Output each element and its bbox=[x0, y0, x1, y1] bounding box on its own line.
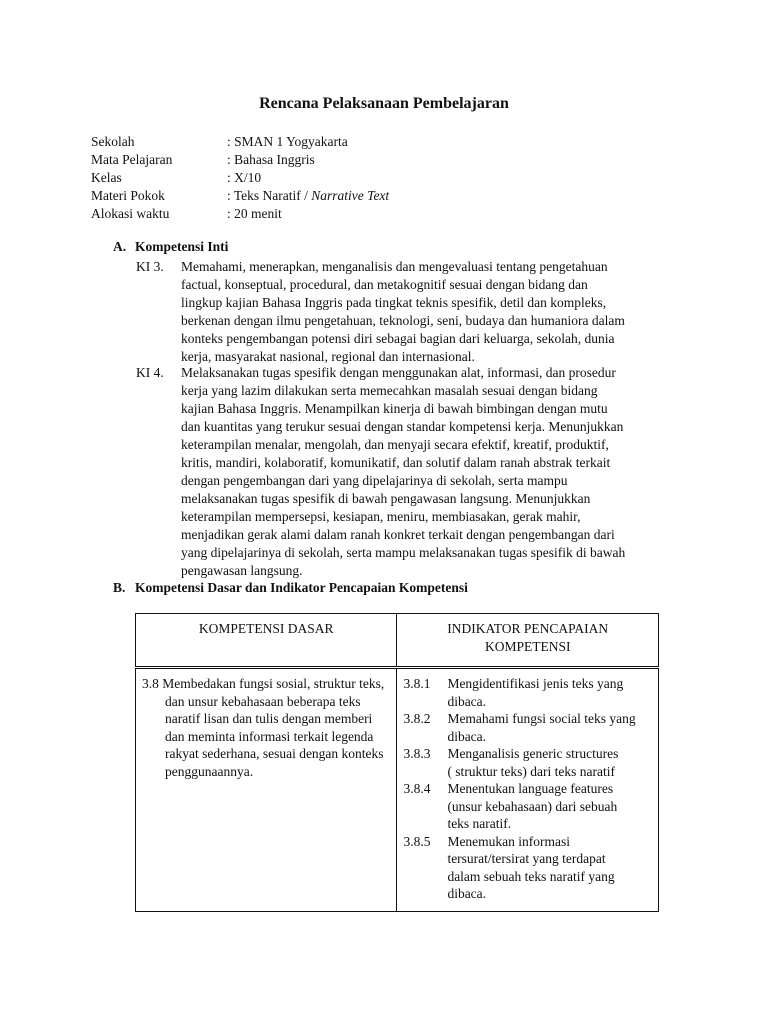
indicator-text: Menentukan language features (unsur kebahasaan) dari sebuah teks naratif. bbox=[447, 781, 618, 831]
indicator-text: Memahami fungsi social teks yang dibaca. bbox=[447, 711, 636, 744]
competency-table bbox=[135, 613, 659, 912]
section-b-heading bbox=[113, 579, 468, 597]
identity-row-class bbox=[91, 169, 389, 187]
ki-text: Melaksanakan tugas spesifik dengan menggunakan alat, informasi, dan prosedur kerja yang lazim dilakukan serta memecahkan masalah sesuai dengan bidang kajian Bahasa Inggris. Menampilkan kinerja di bawah bimbingan dengan mutu dan kuantitas yang terukur sesuai dengan standar kompetensi kerja. Menunjukkan keterampilan menalar, mengolah, dan menyaji secara efektif, kreatif, produktif, kritis, mandiri, kolaboratif, komunikatif, dan solutif dalam ranah abstrak terkait dengan pengembangan dari yang dipelajarinya di sekolah, serta mampu melaksanakan tugas spesifik di bawah pengawasan langsung. Menunjukkan keterampilan mempersepsi, kesiapan, meniru, membiasakan, gerak mahir, menjadikan gerak alami dalam ranah konkret terkait dengan pengembangan dari yang dipelajarinya di sekolah, serta mampu melaksanakan tugas spesifik di bawah pengawasan langsung. bbox=[181, 365, 626, 578]
identity-label: Kelas bbox=[91, 170, 122, 185]
ki-number: KI 3. bbox=[136, 259, 164, 274]
identity-row-material bbox=[91, 187, 389, 205]
section-title: Kompetensi Dasar dan Indikator Pencapaian Kompetensi bbox=[135, 580, 468, 595]
identity-block bbox=[91, 133, 389, 223]
indicator-number: 3.8.2 bbox=[403, 711, 431, 726]
table-row bbox=[136, 668, 659, 912]
identity-label: Mata Pelajaran bbox=[91, 152, 173, 167]
indicator-number: 3.8.5 bbox=[403, 833, 431, 849]
header-kd-text: KOMPETENSI DASAR bbox=[198, 621, 334, 636]
indicator-text: Mengidentifikasi jenis teks yang dibaca. bbox=[447, 676, 624, 709]
identity-value bbox=[227, 187, 389, 205]
indicator-text: Menganalisis generic structures ( struktur teks) dari teks naratif bbox=[447, 746, 619, 779]
identity-value-plain: : Teks Naratif / bbox=[227, 188, 312, 203]
ki-number: KI 4. bbox=[136, 365, 164, 380]
indicator-item bbox=[403, 745, 652, 780]
indicator-number: 3.8.4 bbox=[403, 781, 431, 796]
indicator-item bbox=[403, 675, 652, 710]
indicator-cell bbox=[397, 668, 659, 912]
section-letter: B. bbox=[113, 580, 126, 595]
identity-row-school bbox=[91, 133, 389, 151]
indicator-list bbox=[403, 675, 652, 903]
header-indikator bbox=[397, 614, 659, 668]
section-title: Kompetensi Inti bbox=[135, 239, 229, 254]
identity-label: Alokasi waktu bbox=[91, 206, 170, 221]
identity-row-subject bbox=[91, 151, 389, 169]
kd-text: 3.8 Membedakan fungsi sosial, struktur teks, dan unsur kebahasaan beberapa teks naratif lisan dan tulis dengan memberi dan meminta informasi terkait legenda rakyat sederhana, sesuai dengan konteks penggunaannya. bbox=[142, 676, 385, 779]
identity-label: Materi Pokok bbox=[91, 188, 165, 203]
identity-value-italic: Narrative Text bbox=[311, 188, 390, 203]
document-title: Rencana Pelaksanaan Pembelajaran bbox=[259, 95, 509, 112]
ki-item-4 bbox=[136, 364, 656, 580]
indicator-text: Menemukan informasi tersurat/tersirat yang terdapat dalam sebuah teks naratif yang dibaca. bbox=[447, 833, 615, 901]
ki-item-3 bbox=[136, 258, 656, 366]
identity-value: : SMAN 1 Yogyakarta bbox=[227, 134, 348, 149]
header-ipk-line1: INDIKATOR PENCAPAIAN bbox=[447, 621, 609, 636]
identity-value: : X/10 bbox=[227, 170, 262, 185]
identity-value: : 20 menit bbox=[227, 206, 282, 221]
indicator-number: 3.8.3 bbox=[403, 746, 431, 761]
indicator-item bbox=[403, 780, 652, 833]
identity-value: : Bahasa Inggris bbox=[227, 152, 315, 167]
section-letter: A. bbox=[113, 239, 127, 254]
indicator-item bbox=[403, 710, 652, 745]
identity-row-time bbox=[91, 205, 389, 223]
kd-cell bbox=[136, 668, 397, 912]
indicator-item bbox=[403, 833, 652, 903]
section-a-heading bbox=[113, 238, 228, 256]
indicator-number: 3.8.1 bbox=[403, 676, 431, 691]
ki-text: Memahami, menerapkan, menganalisis dan mengevaluasi tentang pengetahuan factual, konseptual, procedural, dan metakognitif sesuai dengan bidang dan lingkup kajian Bahasa Inggris pada tingkat teknis spesifik, detil dan kompleks, berkenan dengan ilmu pengetahuan, teknologi, seni, budaya dan humaniora dalam konteks pengembangan potensi diri sebagai bagian dari keluarga, sekolah, dunia kerja, masyarakat nasional, regional dan internasional. bbox=[181, 259, 625, 364]
header-ipk-line2: KOMPETENSI bbox=[484, 639, 571, 654]
table-header-row bbox=[136, 614, 659, 668]
header-kompetensi-dasar bbox=[136, 614, 397, 668]
identity-label: Sekolah bbox=[91, 134, 135, 149]
